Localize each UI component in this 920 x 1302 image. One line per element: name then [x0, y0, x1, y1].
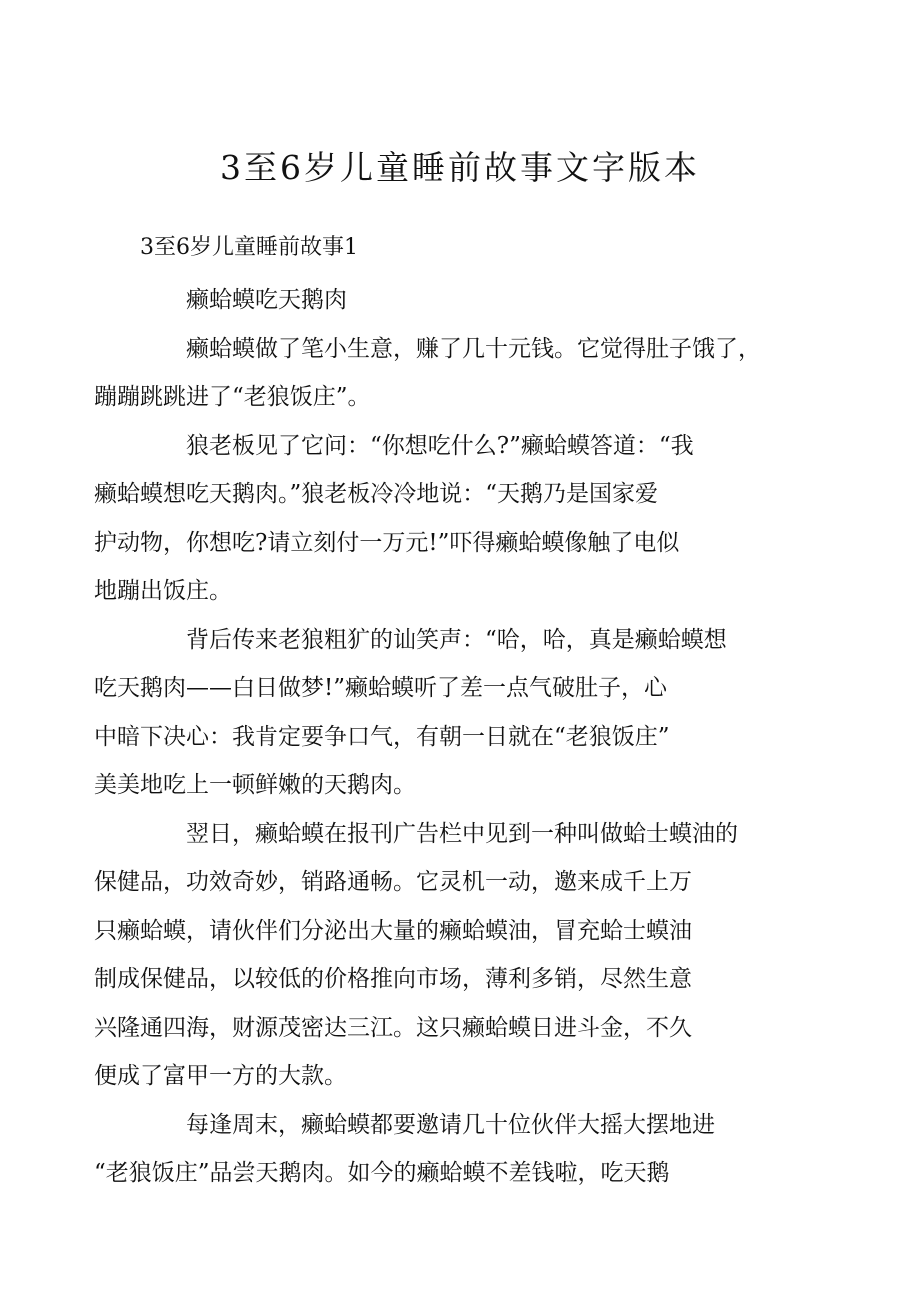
- document-body: [94, 276, 785, 1198]
- paragraph-line: “老狼饭庄”品尝天鹅肉。如今的癞蛤蟆不差钱啦，吃天鹅: [94, 1160, 670, 1186]
- paragraph-line: 保健品，功效奇妙，销路通畅。它灵机一动，邀来成千上万: [94, 869, 692, 895]
- paragraph-line: 每逢周末，癞蛤蟆都要邀请几十位伙伴大摇大摆地进: [186, 1111, 715, 1138]
- paragraph-line: 便成了富甲一方的大款。: [94, 1063, 347, 1089]
- paragraph: [94, 325, 785, 422]
- paragraph-line: 癞蛤蟆吃天鹅肉: [186, 287, 347, 313]
- paragraph-line: 癞蛤蟆做了笔小生意，赚了几十元钱。它觉得肚子饿了，: [186, 335, 761, 362]
- paragraph-line: 背后传来老狼粗犷的讪笑声：“哈，哈，真是癞蛤蟆想: [186, 626, 727, 653]
- paragraph: [94, 616, 785, 810]
- paragraph: [94, 1101, 785, 1198]
- paragraph-line: 吃天鹅肉——白日做梦!”癞蛤蟆听了差一点气破肚子，心: [94, 675, 668, 701]
- paragraph-line: 兴隆通四海，财源茂密达三江。这只癞蛤蟆日进斗金，不久: [94, 1014, 692, 1041]
- paragraph: [94, 810, 785, 1101]
- paragraph-line: 狼老板见了它问：“你想吃什么?”癞蛤蟆答道：“我: [186, 432, 694, 459]
- paragraph-line: 只癞蛤蟆，请伙伴们分泌出大量的癞蛤蟆油，冒充蛤士蟆油: [94, 917, 692, 944]
- paragraph-line: 护动物，你想吃?请立刻付一万元!”吓得癞蛤蟆像触了电似: [94, 529, 680, 556]
- paragraph: [140, 276, 785, 325]
- section-heading: 3至6岁儿童睡前故事1: [140, 235, 358, 260]
- paragraph-line: 美美地吃上一顿鲜嫩的天鹅肉。: [94, 772, 416, 798]
- paragraph-line: 地蹦出饭庄。: [94, 578, 232, 604]
- paragraph: [94, 422, 785, 616]
- paragraph-line: 癞蛤蟆想吃天鹅肉。”狼老板冷冷地说：“天鹅乃是国家爱: [94, 481, 659, 507]
- paragraph-line: 蹦蹦跳跳进了“老狼饭庄”。: [94, 384, 371, 410]
- paragraph-line: 制成保健品，以较低的价格推向市场，薄利多销，尽然生意: [94, 966, 692, 992]
- paragraph-line: 翌日，癞蛤蟆在报刊广告栏中见到一种叫做蛤士蟆油的: [186, 820, 738, 847]
- paragraph-line: 中暗下决心：我肯定要争口气，有朝一日就在“老狼饭庄”: [94, 723, 670, 750]
- document-title: 3至6岁儿童睡前故事文字版本: [220, 148, 700, 187]
